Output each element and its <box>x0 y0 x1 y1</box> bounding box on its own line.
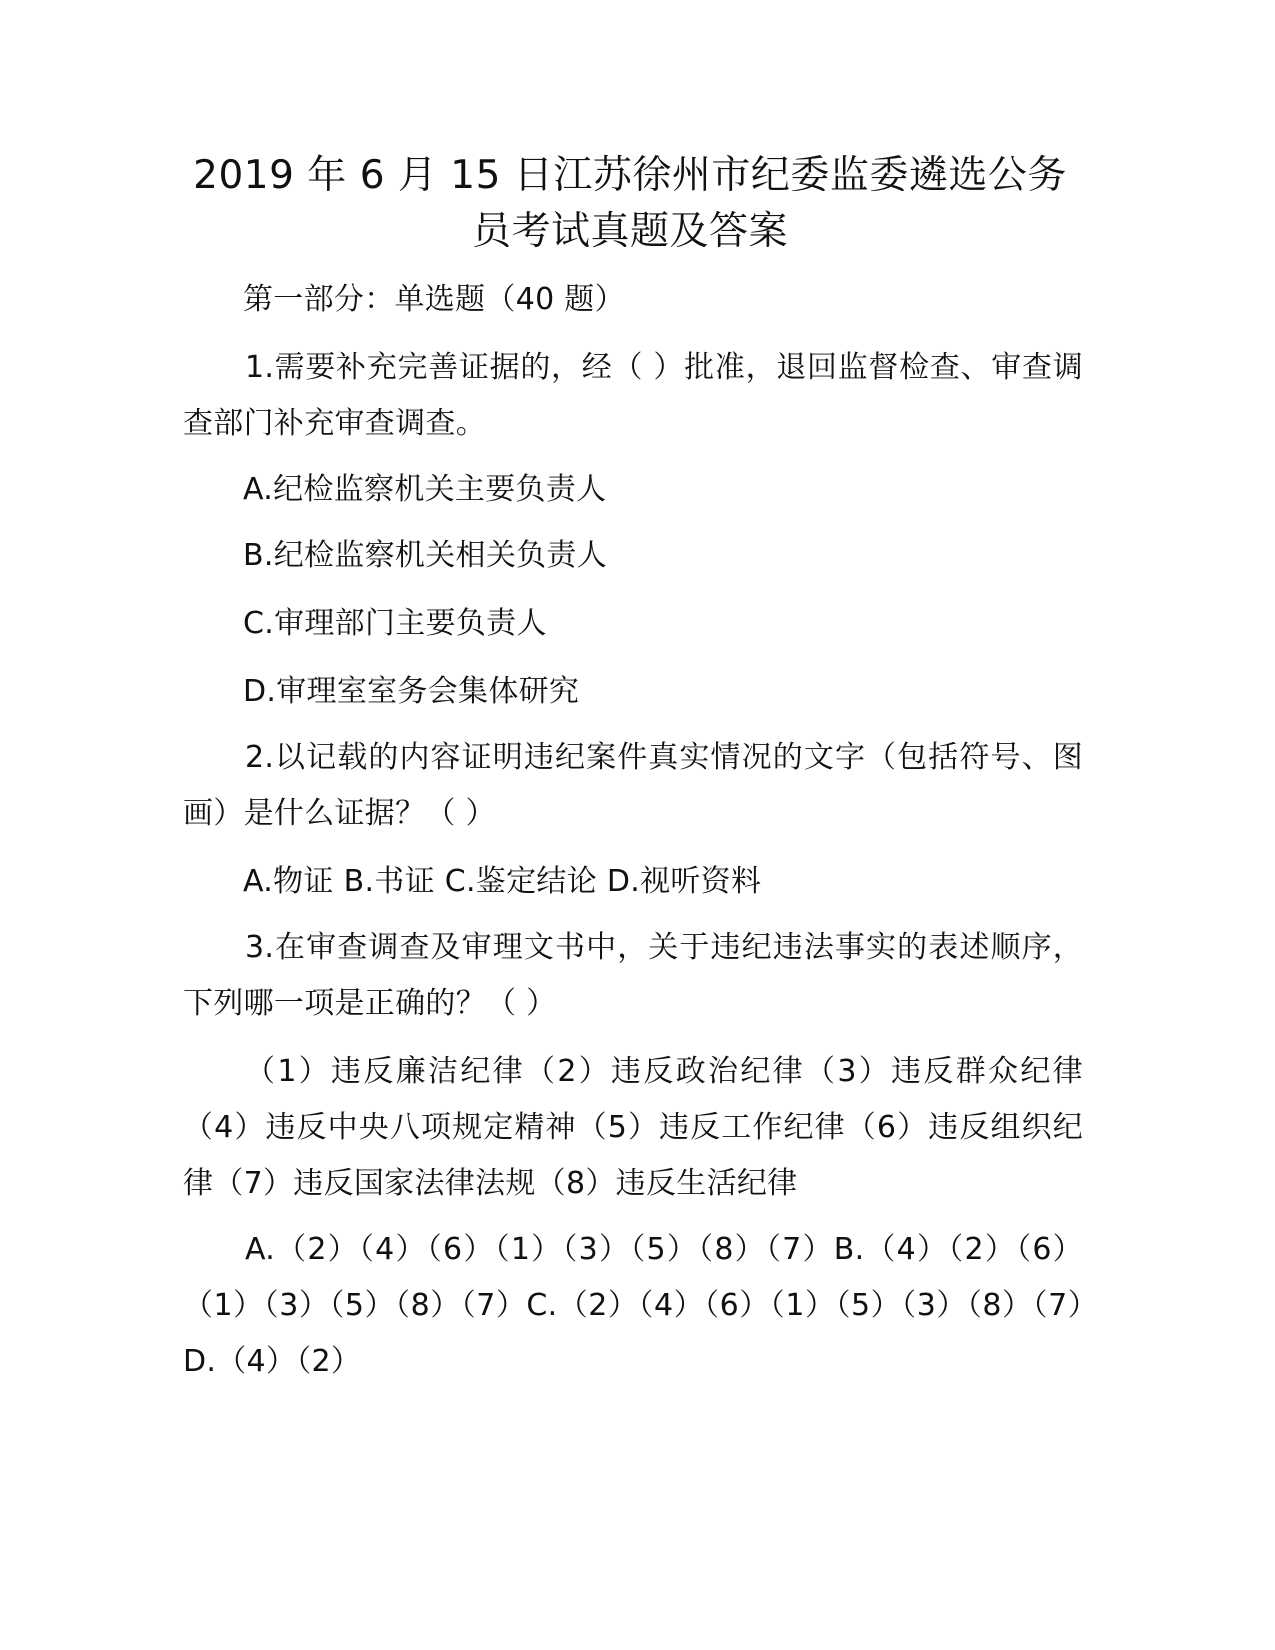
question-1-option-b: B.纪检监察机关相关负责人 <box>243 538 608 573</box>
question-3-items: （1）违反廉洁纪律（2）违反政治纪律（3）违反群众纪律 （4）违反中央八项规定精神（5）违反工作纪律（6）违反组织纪律（7）违反国家法律法规（8）违反生活纪律 <box>183 1054 1083 1201</box>
section-heading: 第一部分：单选题（40 题） <box>243 282 625 317</box>
title-line-1: 2019 年 6 月 15 日江苏徐州市纪委监委遴选公务 <box>193 153 1067 198</box>
question-1-option-d: D.审理室室务会集体研究 <box>243 674 580 709</box>
question-3-stem: 3.在审查调查及审理文书中，关于违纪违法事实的表述顺序，下列哪一项是正确的？（ ） <box>183 930 1083 1021</box>
question-1-stem: 1.需要补充完善证据的，经（ ）批准，退回监督检查、审查调查部门补充审查调查。 <box>183 350 1083 441</box>
question-2-stem: 2.以记载的内容证明违纪案件真实情况的文字（包括符号、图画）是什么证据？（ ） <box>183 740 1083 831</box>
document-title <box>180 148 1080 260</box>
question-3-options: A.（2）（4）（6）（1）（3）（5）（8）（7）B.（4）（2）（6）（1）（3）（5）（8）（7）C.（2）（4）（6）（1）（5）（3）（8）（7）D.（4）（2） <box>183 1232 1083 1379</box>
question-1-option-c: C.审理部门主要负责人 <box>243 606 547 641</box>
question-2-options: A.物证 B.书证 C.鉴定结论 D.视听资料 <box>243 864 762 899</box>
question-1-option-a: A.纪检监察机关主要负责人 <box>243 472 607 507</box>
title-line-2: 员考试真题及答案 <box>471 209 788 254</box>
